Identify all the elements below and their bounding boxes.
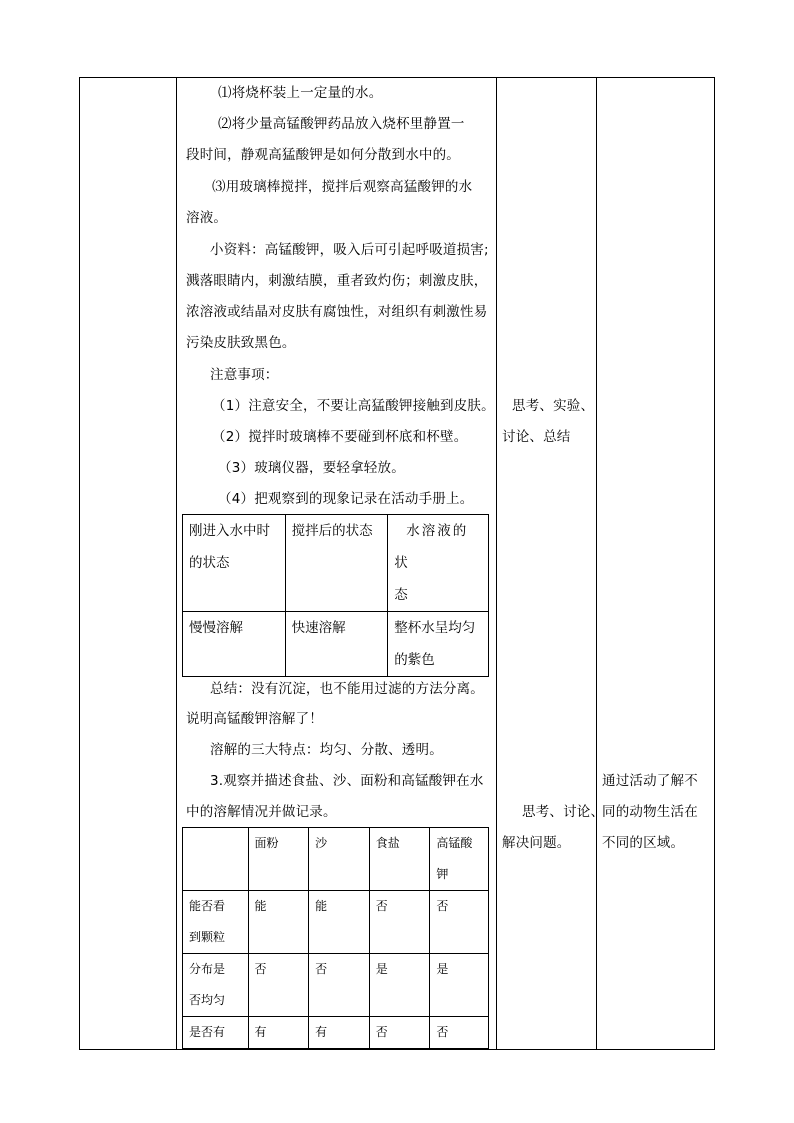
table2-header-salt: 食盐 — [369, 828, 430, 891]
note-3: （3）玻璃仪器，要轻拿轻放。 — [218, 460, 405, 476]
table-row — [183, 891, 489, 954]
table-cell: 有 — [248, 1017, 309, 1049]
table1-cell-initial: 慢慢溶解 — [183, 612, 286, 677]
summary-text-cont: 说明高锰酸钾溶解了！ — [186, 711, 323, 727]
student-activity-2: 思考、讨论、 — [522, 804, 605, 820]
note-2: （2）搅拌时玻璃棒不要碰到杯底和杯壁。 — [212, 429, 468, 445]
table-cell: 否 — [369, 1017, 430, 1049]
notes-title: 注意事项： — [210, 367, 279, 383]
table-top-border — [79, 77, 715, 78]
table1-cell-solution: 整杯水呈均匀 的紫色 — [388, 612, 489, 677]
info-text-1: 小资料：高锰酸钾，吸入后可引起呼吸道损害; — [210, 242, 489, 258]
table-row — [183, 954, 489, 1017]
info-text-3: 浓溶液或结晶对皮肤有腐蚀性，对组织有刺激性易 — [186, 304, 488, 320]
student-activity-1: 思考、实验、 — [512, 398, 595, 414]
note-1: （1）注意安全，不要让高猛酸钾接触到皮肤。 — [212, 398, 495, 414]
task-3-text-cont: 中的溶解情况并做记录。 — [186, 804, 337, 820]
step-3-text: ⑶用玻璃棒搅拌，搅拌后观察高猛酸钾的水 — [212, 179, 473, 195]
design-intent-1: 通过活动了解不 — [602, 773, 698, 789]
student-activity-1-cont: 讨论、总结 — [502, 429, 571, 445]
summary-text: 总结：没有沉淀，也不能用过滤的方法分离。 — [210, 681, 484, 697]
table-cell: 是 — [430, 954, 489, 1017]
table-cell: 否 — [248, 954, 309, 1017]
step-2-text-cont: 段时间，静观高猛酸钾是如何分散到水中的。 — [186, 147, 460, 163]
dissolving-features: 溶解的三大特点：均匀、分散、透明。 — [210, 742, 443, 758]
row-label: 分布是 否均匀 — [183, 954, 249, 1017]
design-intent-2: 同的动物生活在 — [602, 804, 698, 820]
table1-header-solution: 水溶液的状 态 — [388, 515, 489, 612]
table-col-border-3 — [496, 77, 497, 1050]
row-label: 是否有 — [183, 1017, 249, 1049]
table2-header-sand: 沙 — [309, 828, 370, 891]
step-2-text: ⑵将少量高锰酸钾药品放入烧杯里静置一 — [218, 116, 465, 132]
table-col-border-1 — [79, 77, 80, 1050]
table-col-border-2 — [176, 77, 177, 1050]
design-intent-3: 不同的区域。 — [602, 835, 685, 851]
student-activity-2-cont: 解决问题。 — [502, 835, 571, 851]
dissolving-table — [182, 827, 489, 1049]
table-bottom-border — [79, 1049, 715, 1050]
table-cell: 能 — [309, 891, 370, 954]
step-3-text-cont: 溶液。 — [186, 210, 228, 226]
table-row — [183, 1017, 489, 1049]
table1-header-initial: 刚进入水中时 的状态 — [183, 515, 286, 612]
table1-cell-stirred: 快速溶解 — [285, 612, 388, 677]
table-cell: 有 — [309, 1017, 370, 1049]
row-label: 能否看 到颗粒 — [183, 891, 249, 954]
table-cell: 否 — [430, 891, 489, 954]
table-cell: 能 — [248, 891, 309, 954]
table-col-border-5 — [714, 77, 715, 1050]
info-text-2: 溅落眼睛内，刺激结膜，重者致灼伤；刺激皮肤， — [186, 273, 488, 289]
table-cell: 否 — [430, 1017, 489, 1049]
task-3-text: 3.观察并描述食盐、沙、面粉和高锰酸钾在水 — [210, 773, 484, 789]
table1-header-stirred: 搅拌后的状态 — [285, 515, 388, 612]
table2-header-permanganate: 高锰酸 钾 — [430, 828, 489, 891]
table2-header-blank — [183, 828, 249, 891]
info-text-4: 污染皮肤致黑色。 — [186, 335, 296, 351]
note-4: （4）把观察到的现象记录在活动手册上。 — [218, 491, 474, 507]
table-col-border-4 — [596, 77, 597, 1050]
observation-table — [182, 514, 489, 677]
table-cell: 否 — [309, 954, 370, 1017]
step-1-text: ⑴将烧杯装上一定量的水。 — [218, 85, 383, 101]
table-cell: 是 — [369, 954, 430, 1017]
table-cell: 否 — [369, 891, 430, 954]
table2-header-flour: 面粉 — [248, 828, 309, 891]
